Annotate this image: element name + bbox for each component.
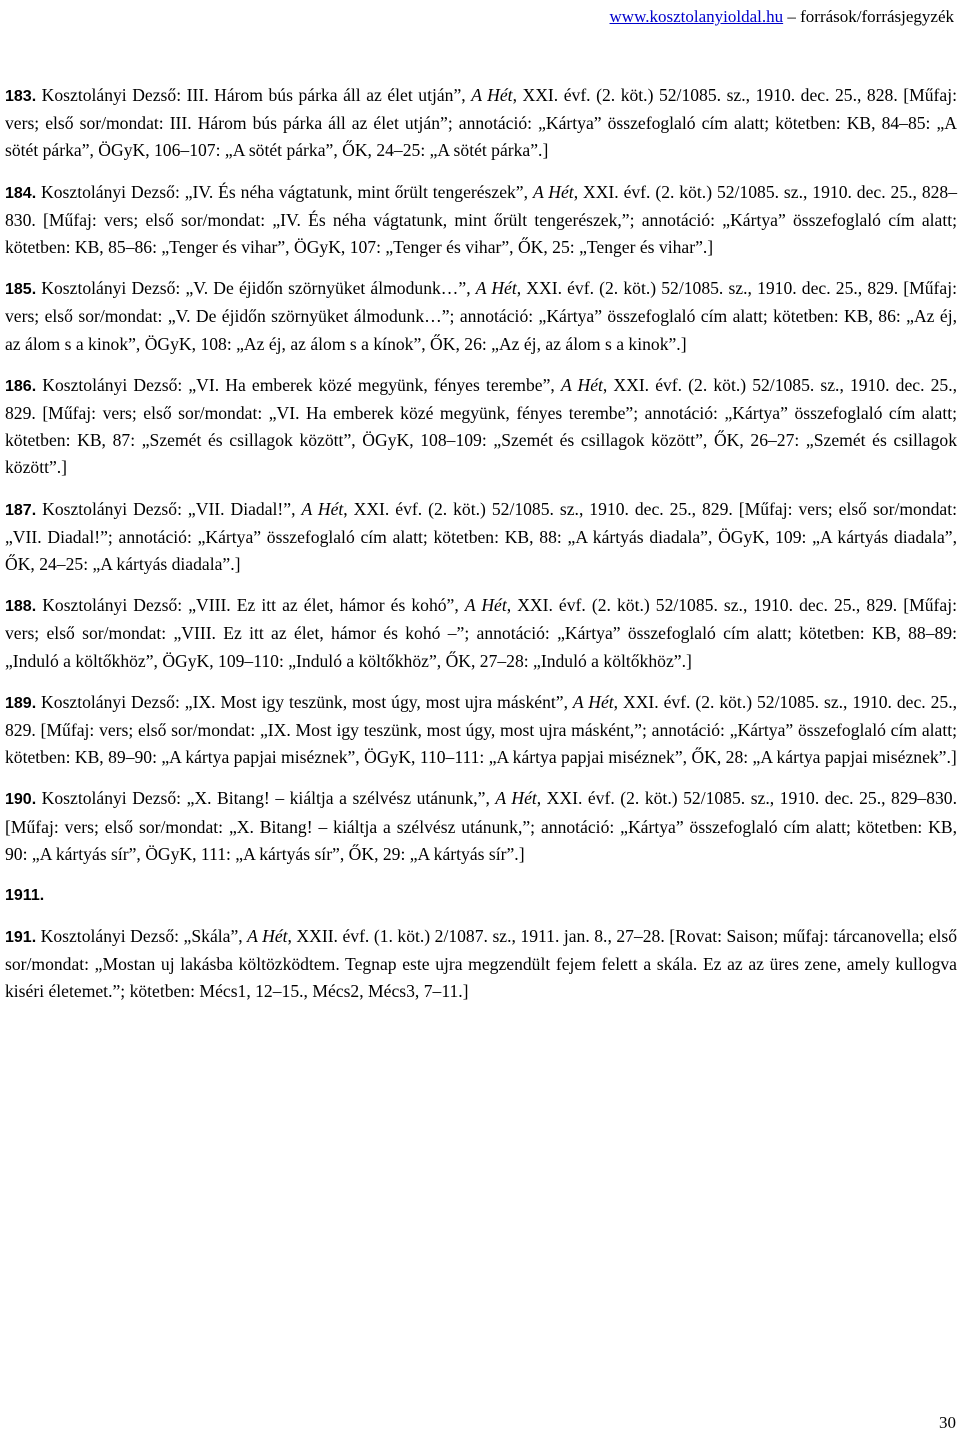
entry-details: , XXI. évf. (2. köt.) 52/1085. sz., 1910. dec. 25., 828. [Műfaj: vers; első sor/mondat: III. Három bús párka áll az élet utján”; annotáció: „Kártya” összefoglaló cím alatt; kötetben: KB, 84–85: „A sötét párka”, ÖGyK, 106–107: „A sötét párka”, ŐK, 24–25: „A sötét párka”.] — [5, 85, 957, 161]
entry-details: , XXI. évf. (2. köt.) 52/1085. sz., 1910. dec. 25., 829–830. [Műfaj: vers; első sor/mondat: „X. Bitang! – kiáltja a szélvész utánunk,”; annotáció: „Kártya” összefoglaló cím alatt; kötetben: KB, 90: „A kártyás sír”, ÖGyK, 111: „A kártyás sír”, ŐK, 29: „A kártyás sír”.] — [5, 788, 957, 864]
entry-189 — [5, 689, 957, 772]
publication-title: A Hét — [475, 278, 517, 299]
entry-details: , XXII. évf. (1. köt.) 2/1087. sz., 1911. jan. 8., 27–28. [Rovat: Saison; műfaj: tárcanovella; első sor/mondat: „Mostan uj lakásba költözködtem. Tegnap este ujra megzendült fejem felett a skála. Ez az az üres zene, amely kullogva kiséri életemet.”; kötetben: Mécs1, 12–15., Mécs2, Mécs3, 7–11.] — [5, 926, 957, 1002]
entry-number: 186. — [5, 377, 37, 395]
publication-title: A Hét — [471, 85, 513, 105]
entry-188 — [5, 592, 957, 675]
entry-number: 190. — [5, 791, 37, 809]
entry-185 — [5, 275, 957, 358]
publication-title: A Hét — [464, 595, 507, 616]
page-header — [610, 6, 954, 28]
bibliography-list — [5, 82, 957, 1020]
entry-190 — [5, 785, 957, 868]
page-number: 30 — [939, 1413, 956, 1432]
entry-number: 188. — [5, 598, 37, 616]
entry-number: 187. — [5, 501, 37, 519]
entry-text: Kosztolányi Dezső: „Skála”, — [36, 926, 248, 947]
entry-details: , XXI. évf. (2. köt.) 52/1085. sz., 1910. dec. 25., 829. [Műfaj: vers; első sor/mondat: „IX. Most igy teszünk, most úgy, most ujra másként,”; annotáció: „Kártya” összefoglaló cím alatt; kötetben: KB, 89–90: „A kártya papjai miséznek”, ÖGyK, 110–111: „A kártya papjai miséznek”, ŐK, 28: „A kártya papjai miséznek”.] — [5, 691, 957, 768]
entry-details: , XXI. évf. (2. köt.) 52/1085. sz., 1910. dec. 25., 829. [Műfaj: vers; első sor/mondat: „VI. Ha emberek közé megyünk, fényes terembe”; annotáció: „Kártya” összefoglaló cím alatt; kötetben: KB, 87: „Szemét és csillagok között”, ÖGyK, 108–109: „Szemét és csillagok között”, ŐK, 26–27: „Szemét és csillagok között”.] — [5, 374, 957, 478]
publication-title: A Hét — [495, 788, 537, 809]
entry-184 — [5, 179, 957, 262]
entry-number: 183. — [5, 88, 37, 105]
entry-text: Kosztolányi Dezső: „X. Bitang! – kiáltja a szélvész utánunk,”, — [36, 788, 496, 809]
publication-title: A Hét — [572, 691, 614, 712]
entry-text: Kosztolányi Dezső: „IV. És néha vágtatunk, mint őrült tengerészek”, — [36, 181, 533, 202]
header-separator: – — [783, 7, 801, 26]
entry-details: , XXI. évf. (2. köt.) 52/1085. sz., 1910. dec. 25., 829. [Műfaj: vers; első sor/mondat: „VII. Diadal!”; annotáció: „Kártya” összefoglaló cím alatt; kötetben: KB, 88: „A kártyás diadala”, ÖGyK, 109: „A kártyás diadala”, ŐK, 24–25: „A kártyás diadala”.] — [5, 498, 958, 575]
entry-number: 191. — [5, 929, 37, 947]
publication-title: A Hét — [560, 374, 603, 395]
entry-details: , XXI. évf. (2. köt.) 52/1085. sz., 1910. dec. 25., 828–830. [Műfaj: vers; első sor/mondat: „IV. És néha vágtatunk, mint őrült tengerészek,”; annotáció: „Kártya” összefoglaló cím alatt; kötetben: KB, 85–86: „Tenger és vihar”, ÖGyK, 107: „Tenger és vihar”, ŐK, 25: „Tenger és vihar”.] — [5, 181, 958, 258]
site-link[interactable]: www.kosztolanyioldal.hu — [609, 7, 784, 26]
entry-text: Kosztolányi Dezső: III. Három bús párka áll az élet utján”, — [36, 85, 472, 105]
entry-text: Kosztolányi Dezső: „VII. Diadal!”, — [36, 498, 302, 519]
entry-text: Kosztolányi Dezső: „IX. Most igy teszünk, most úgy, most ujra másként”, — [36, 691, 573, 712]
entry-number: 189. — [5, 694, 37, 712]
publication-title: A Hét — [247, 926, 288, 947]
entry-186 — [5, 372, 957, 482]
publication-title: A Hét — [301, 498, 344, 519]
entry-text: Kosztolányi Dezső: „VI. Ha emberek közé megyünk, fényes terembe”, — [36, 374, 561, 395]
year-heading: 1911. — [5, 887, 45, 905]
entry-191 — [5, 923, 957, 1006]
entry-details: , XXI. évf. (2. köt.) 52/1085. sz., 1910. dec. 25., 829. [Műfaj: vers; első sor/mondat: „V. De éjidőn szörnyüket álmodunk…”; annotáció: „Kártya” összefoglaló cím alatt; kötetben: KB, 86: „Az éj, az álom s a kinok”, ÖGyK, 108: „Az éj, az álom s a kínok”, ŐK, 26: „Az éj, az álom s a kinok”.] — [5, 278, 958, 354]
entry-text: Kosztolányi Dezső: „VIII. Ez itt az élet, hámor és kohó”, — [36, 595, 465, 616]
entry-text: Kosztolányi Dezső: „V. De éjidőn szörnyüket álmodunk…”, — [36, 278, 476, 299]
entry-number: 184. — [5, 184, 37, 202]
entry-number: 185. — [5, 281, 37, 299]
entry-183 — [5, 82, 957, 165]
entry-187 — [5, 496, 957, 579]
entry-details: , XXI. évf. (2. köt.) 52/1085. sz., 1910. dec. 25., 829. [Műfaj: vers; első sor/mondat: „VIII. Ez itt az élet, hámor és kohó –”; annotáció: „Kártya” összefoglaló cím alatt; kötetben: KB, 88–89: „Induló a költőkhöz”, ÖGyK, 109–110: „Induló a költőkhöz”, ŐK, 27–28: „Induló a költőkhöz”.] — [5, 595, 957, 671]
header-section: források/forrásjegyzék — [800, 7, 954, 26]
publication-title: A Hét — [532, 181, 574, 202]
